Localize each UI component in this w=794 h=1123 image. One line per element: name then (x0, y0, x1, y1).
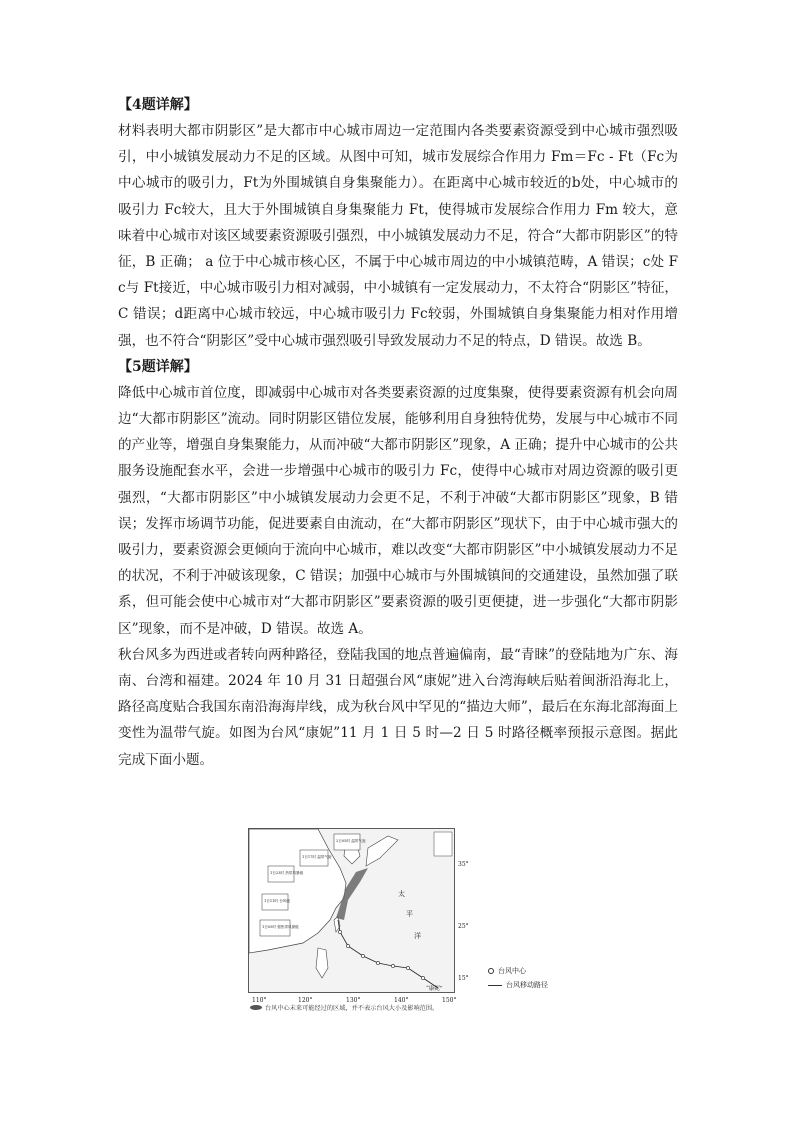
typhoon-name-label: “康妮” (426, 986, 443, 992)
callout-label: 1日17时 温带气旋 (302, 855, 332, 859)
legend-item-center (488, 964, 548, 978)
legend-center-label: 台风中心 (498, 967, 526, 975)
lon-label-130: 130° (346, 997, 361, 1004)
lon-label-110: 110° (252, 997, 267, 1004)
q4-heading: 【4题详解】 (118, 97, 198, 113)
lon-label-150: 150° (442, 997, 457, 1004)
map-legend (488, 964, 548, 992)
callout-label: 1日05时 强热带风暴级 (262, 925, 299, 929)
probability-area-icon (250, 1005, 262, 1010)
lat-label-25: 25° (458, 923, 469, 930)
lon-label-140: 140° (394, 997, 409, 1004)
typhoon-intro: 秋台风多为西进或者转向两种路径，登陆我国的地点普遍偏南，最“青睐”的登陆地为广东、海南、台湾和福建。2024 年 10 月 31 日超强台风“康妮”进入台湾海峡后贴着闽浙沿海北上，路径高度贴合我国东南沿海海岸线，成为秋台风中罕见的“描边大师”，最后在东海北部海面上变性为温带气旋。如图为台风“康妮”11 月 1 日 5 时—2 日 5 时路径概率预报示意图。据此完成下面小题。 (118, 646, 678, 768)
legend-item-path (488, 978, 548, 992)
typhoon-center-icon (488, 968, 494, 974)
typhoon-map (248, 828, 469, 1008)
lat-label-35: 35° (458, 861, 469, 868)
content-body (118, 92, 678, 773)
map-caption (250, 1003, 438, 1012)
legend-path-label: 台风移动路径 (506, 981, 548, 989)
sea-char-3: 洋 (414, 932, 421, 940)
callout-label: 1日11时 台风级 (264, 899, 290, 903)
sea-char-2: 平 (406, 910, 413, 918)
map-caption-text: 台风中心未来可能经过的区域，并不表示台风大小及影响范围。 (265, 1005, 439, 1012)
sea-char-1: 太 (398, 890, 405, 898)
lon-label-120: 120° (298, 997, 313, 1004)
q5-explanation: 降低中心城市首位度，即减弱中心城市对各类要素资源的过度集聚，使得要素资源有机会向周边“大都市阴影区”流动。同时阴影区错位发展，能够利用自身独特优势，发展与中心城市不同的产业等，增强自身集聚能力，从而冲破“大都市阴影区”现象，A 正确；提升中心城市的公共服务设施配套水平，会进一步增强中心城市的吸引力 Fc，使得中心城市对周边资源的吸引更强烈，“大都市阴影区”中小城镇发展动力会更不足，不利于冲破“大都市阴影区”现象，B 错误；发挥市场调节功能，促进要素自由流动，在“大都市阴影区”现状下，由于中心城市强大的吸引力，要素资源会更倾向于流向中心城市，难以改变“大都市阴影区”中小城镇发展动力不足的状况，不利于冲破该现象，C 错误；加强中心城市与外围城镇间的交通建设，虽然加强了联系，但可能会使中心城市对“大都市阴影区”要素资源的吸引更便捷，进一步强化“大都市阴影区”现象，而不是冲破，D 错误。故选 A。 (118, 384, 678, 637)
lat-label-15: 15° (458, 975, 469, 982)
path-line-icon (488, 985, 502, 986)
callout-label: 2日05时 温带气旋 (336, 839, 366, 843)
callout-label: 1日23时 热带风暴级 (270, 871, 304, 875)
typhoon-map-figure (248, 828, 469, 1016)
q5-heading: 【5题详解】 (118, 358, 198, 375)
q4-explanation: 材料表明大都市阴影区”是大都市中心城市周边一定范围内各类要素资源受到中心城市强烈吸引，中小城镇发展动力不足的区域。从图中可知，城市发展综合作用力 Fm＝Fc - Ft（Fc为中心城市的吸引力，Ft为外围城镇自身集聚能力）。在距离中心城市较近的b处，中心城市的吸引力 Fc较大，且大于外围城镇自身集聚能力 Ft，使得城市发展综合作用力 Fm 较大，意味着中心城市对该区域要素资源吸引强烈，中小城镇发展动力不足，符合“大都市阴影区”的特征，B 正确； a 位于中心城市核心区，不属于中心城市周边的中小城镇范畴，A 错误；c处 Fc与 Ft接近，中心城市吸引力相对减弱，中小城镇有一定发展动力，不太符合“阴影区”特征，C 错误；d距离中心城市较远，中心城市吸引力 Fc较弱，外围城镇自身集聚能力相对作用增强，也不符合“阴影区”受中心城市强烈吸引导致发展动力不足的特点，D 错误。故选 B。 (118, 123, 678, 349)
